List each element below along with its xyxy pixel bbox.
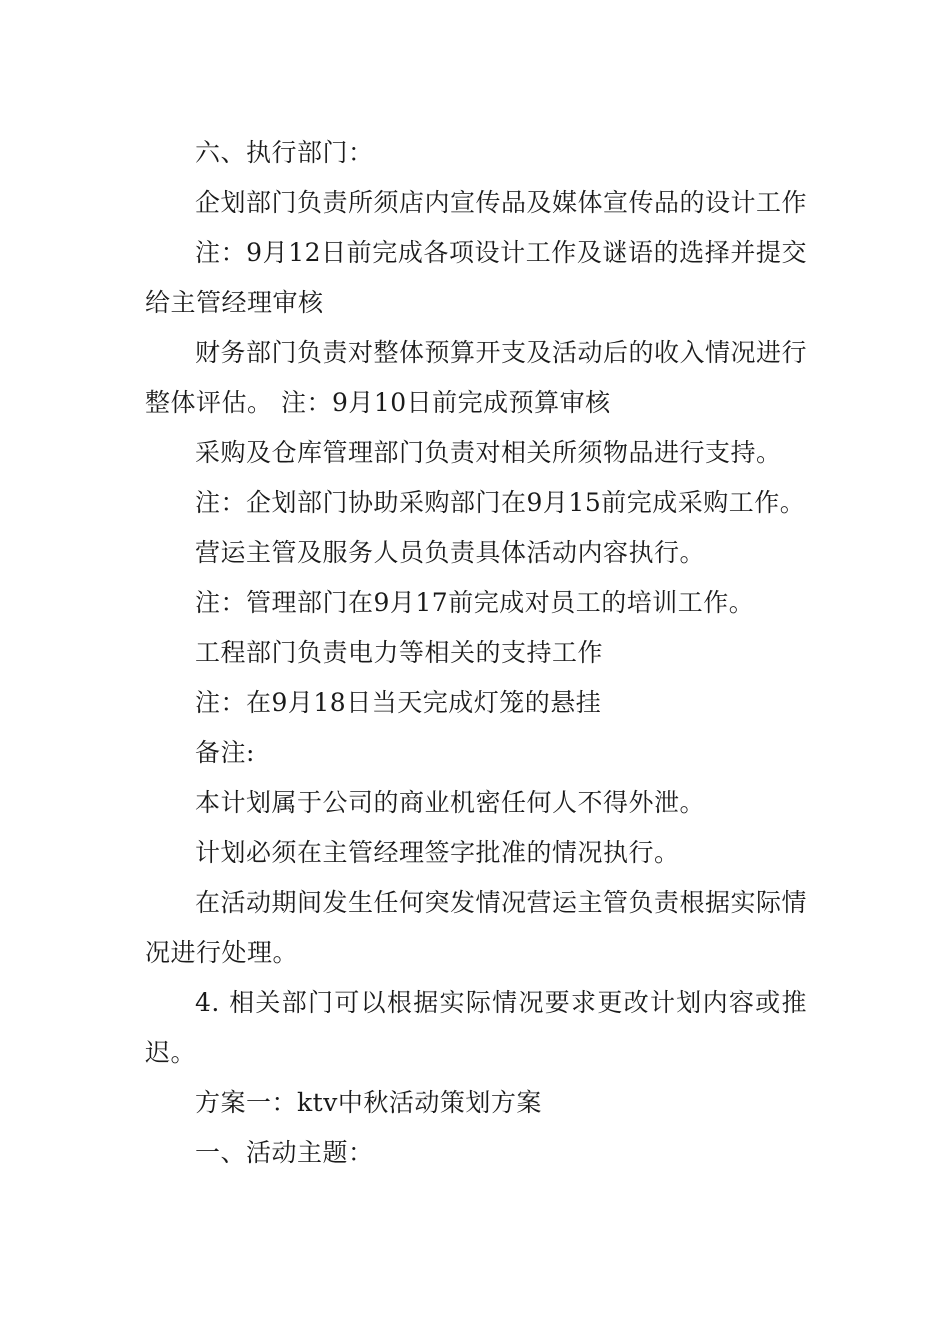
remark-emergency: 在活动期间发生任何突发情况营运主管负责根据实际情况进行处理。 bbox=[145, 888, 808, 967]
section-heading-execution-departments: 六、执行部门： bbox=[195, 138, 374, 167]
remark-confidential: 本计划属于公司的商业机密任何人不得外泄。 bbox=[195, 788, 706, 817]
section-heading-activity-theme: 一、活动主题： bbox=[195, 1138, 374, 1167]
paragraph-finance-department: 财务部门负责对整体预算开支及活动后的收入情况进行整体评估。 注：9月10日前完成预算审核 bbox=[145, 338, 808, 417]
remark-changes: 4. 相关部门可以根据实际情况要求更改计划内容或推迟。 bbox=[145, 988, 807, 1067]
remarks-heading: 备注: bbox=[195, 738, 255, 767]
note-design-deadline: 注：9月12日前完成各项设计工作及谜语的选择并提交给主管经理审核 bbox=[145, 238, 807, 317]
note-lantern-hanging: 注：在9月18日当天完成灯笼的悬挂 bbox=[195, 688, 602, 717]
note-training-deadline: 注：管理部门在9月17前完成对员工的培训工作。 bbox=[195, 588, 755, 617]
note-purchasing-deadline: 注：企划部门协助采购部门在9月15前完成采购工作。 bbox=[195, 488, 806, 517]
paragraph-planning-department: 企划部门负责所须店内宣传品及媒体宣传品的设计工作 bbox=[195, 188, 808, 217]
paragraph-engineering-department: 工程部门负责电力等相关的支持工作 bbox=[195, 638, 604, 667]
paragraph-purchasing-department: 采购及仓库管理部门负责对相关所须物品进行支持。 bbox=[195, 438, 782, 467]
plan-one-title: 方案一：ktv中秋活动策划方案 bbox=[195, 1088, 542, 1117]
paragraph-operations-staff: 营运主管及服务人员负责具体活动内容执行。 bbox=[195, 538, 706, 567]
remark-approval: 计划必须在主管经理签字批准的情况执行。 bbox=[195, 838, 680, 867]
document-page bbox=[145, 128, 807, 1178]
